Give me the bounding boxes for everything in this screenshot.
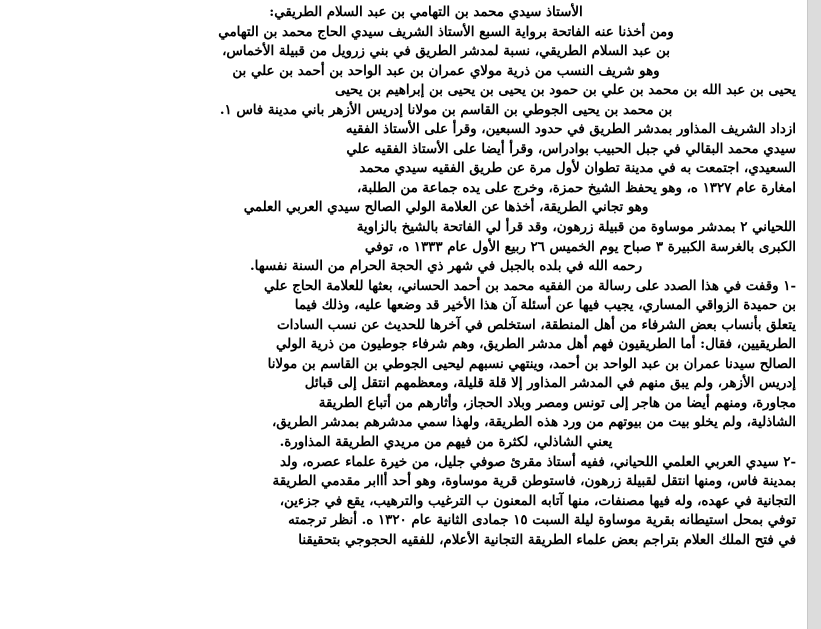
footnote-line: بمدينة فاس، ومنها انتقل لقبيلة زرهون، فاستوطن قرية موساوة، وهو أحد أاابر مقدمي الطريقة bbox=[272, 473, 796, 490]
document-text bbox=[96, 3, 796, 550]
footnote-line: -١ وقفت في هذا الصدد على رسالة من الفقيه محمد بن أحمد الحساني، بعثها للعلامة الحاج علي bbox=[264, 277, 796, 294]
footnote-line: الشاذلية، ولم يخلو بيت من بيوتهم من ورد هذه الطريقة، ولهذا سمي مدشرهم بمدشر الطريق، bbox=[271, 414, 796, 431]
section-title: الأستاذ سيدي محمد بن التهامي بن عبد السلام الطريقي: bbox=[269, 4, 583, 20]
footnote-line: في فتح الملك العلام بتراجم بعض علماء الطريقة التجانية الأعلام، للفقيه الحجوجي بتحقيقنا bbox=[298, 531, 796, 548]
text-line: يحيى بن عبد الله بن محمد بن علي بن حمود بن يحيى بن يحيى بن إبراهيم بن يحيى bbox=[334, 82, 796, 99]
text-line: وهو شريف النسب من ذرية مولاي عمران بن عبد الواحد بن أحمد بن علي بن bbox=[232, 62, 660, 79]
footnote-line: توفي بمحل استيطانه بقرية موساوة ليلة السبت ١٥ جمادى الثانية عام ١٣٢٠ ه. أنظر ترجمته bbox=[288, 512, 796, 529]
footnote-line: يعني الشاذلي، لكثرة من فيهم من مريدي الطريقة المذاورة. bbox=[279, 434, 613, 451]
footnote-line: يتعلق بأنساب بعض الشرفاء من أهل المنطقة، استخلص في آخرها للحديث عن نسب السادات bbox=[277, 316, 796, 333]
footnote-line: مجاورة، ومنهم أيضا من هاجر إلى تونس ومصر وبلاد الحجاز، وأثارهم من أتباع الطريقة bbox=[318, 394, 796, 411]
footnote-line: التجانية في عهده، وله فيها مصنفات، منها آتابه المعنون ب الترغيب والترهيب، يقع في جزءين، bbox=[279, 492, 796, 509]
text-line: ومن أخذنا عنه الفاتحة برواية السبع الأستاذ الشريف سيدي الحاج محمد بن التهامي bbox=[218, 23, 674, 40]
text-line: الكبرى بالغرسة الكبيرة ٣ صباح يوم الخميس ٢٦ ربيع الأول عام ١٣٣٣ ه، توفي bbox=[364, 238, 796, 255]
text-line: وهو تجاني الطريقة، أخذها عن العلامة الولي الصالح سيدي العربي العلمي bbox=[243, 199, 649, 216]
footnote-line: إدريس الأزهر، ولم يبق منهم في المدشر المذاور إلا قلة قليلة، ومعظمهم انتقل إلى قبائل bbox=[304, 375, 796, 392]
text-line: بن محمد بن يحيى الجوطي بن القاسم بن مولانا إدريس الأزهر باني مدينة فاس ١. bbox=[219, 101, 673, 118]
text-line: امغارة عام ١٣٢٧ ه، وهو يحفظ الشيخ حمزة، وخرج على يده جماعة من الطلبة، bbox=[356, 179, 796, 196]
footnote-line: بن حميدة الزواقي المساري، يجيب فيها عن أسئلة آن هذا الأخير قد وضعها عليه، وذلك فيما bbox=[294, 297, 796, 314]
text-line: سيدي محمد البقالي في جبل الحبيب بوادراس، وقرأ أيضا على الأستاذ الفقيه علي bbox=[346, 140, 796, 157]
text-line: بن عبد السلام الطريقي، نسبة لمدشر الطريق في بني زرويل من قبيلة الأخماس، bbox=[222, 43, 670, 60]
text-line: رحمه الله في بلده بالجبل في شهر ذي الحجة الحرام من السنة نفسها. bbox=[249, 258, 643, 275]
text-line: السعيدي، اجتمعت به في مدينة تطوان لأول مرة عن طريق الفقيه سيدي محمد bbox=[359, 160, 796, 177]
text-line: اللحياني ٢ بمدشر موساوة من قبيلة زرهون، وقد قرأ لي الفاتحة بالشيخ بالزاوية bbox=[356, 219, 796, 236]
footnote-line: الصالح سيدنا عمران بن عبد الواحد بن أحمد، وينتهي نسبهم ليحيى الجوطي بن القاسم بن مولانا bbox=[267, 355, 796, 372]
footnote-line: -٢ سيدي العربي العلمي اللحياني، ففيه أستاذ مقرئ صوفي جليل، من خيرة علماء عصره، ولد bbox=[280, 453, 796, 470]
vertical-scrollbar[interactable] bbox=[807, 0, 821, 629]
text-line: ازداد الشريف المذاور بمدشر الطريق في حدود السبعين، وقرأ على الأستاذ الفقيه bbox=[345, 121, 796, 138]
footnote-line: الطريقيين، فقال: أما الطريقيون فهم أهل مدشر الطريق، وهم شرفاء جوطيون من ذرية الولي bbox=[276, 336, 796, 353]
